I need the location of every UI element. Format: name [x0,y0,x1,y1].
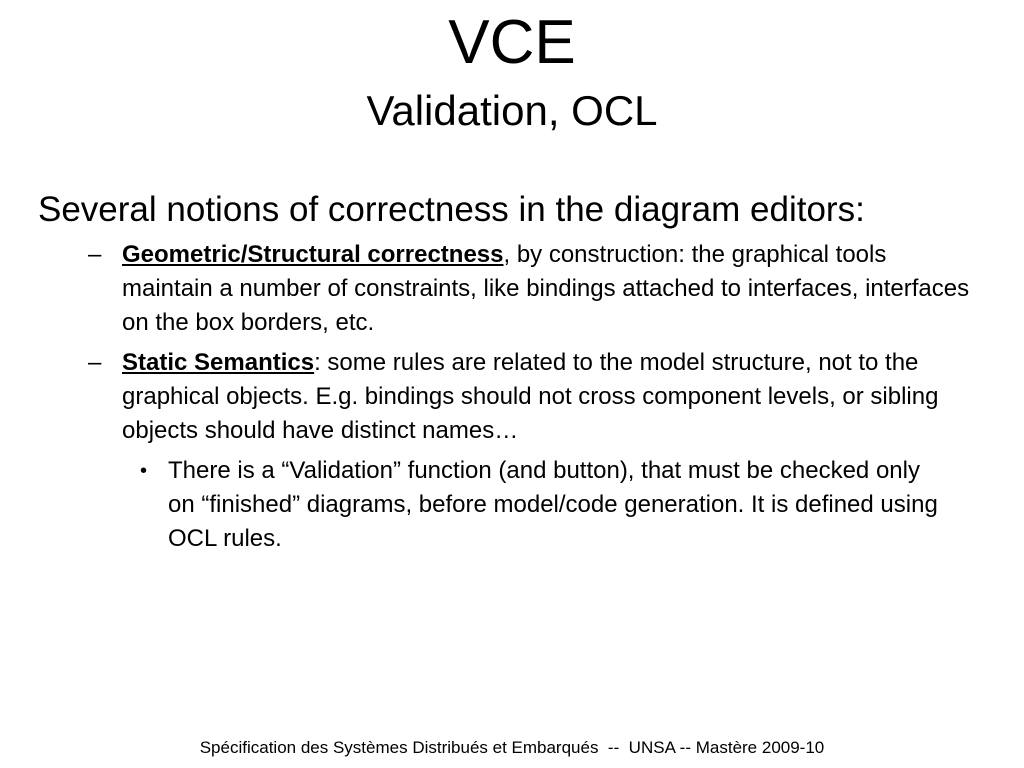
slide-subtitle: Validation, OCL [366,87,658,134]
point-geometric [38,238,978,340]
slide-footer: Spécification des Systèmes Distribués et Embarqués -- UNSA -- Mastère 2009-10 [199,738,825,757]
subpoint-validation [38,454,978,556]
slide-content [38,188,978,556]
dash-marker: – [88,349,102,376]
term-static-semantics: Static Semantics [122,349,315,376]
point-static-semantics [38,346,978,448]
point-static-semantics-text: : some rules are related to the model structure, not to the graphical objects. E.g. bindings should not cross component levels, or sibling objects should have distinct names… [122,349,939,444]
slide-title: VCE [448,8,576,77]
title-block [0,6,1024,136]
intro-paragraph: Several notions of correctness in the diagram editors: [38,190,865,229]
dash-marker: – [88,241,102,268]
point-geometric-text: , by construction: the graphical tools maintain a number of constraints, like bindings attached to interfaces, interfaces on the box borders, etc. [122,241,970,336]
bullet-marker: • [140,460,148,482]
term-geometric: Geometric/Structural correctness [122,241,504,268]
subpoint-validation-text: There is a “Validation” function (and button), that must be checked only on “finished” diagrams, before model/code generation. It is defined using OCL rules. [168,457,938,552]
